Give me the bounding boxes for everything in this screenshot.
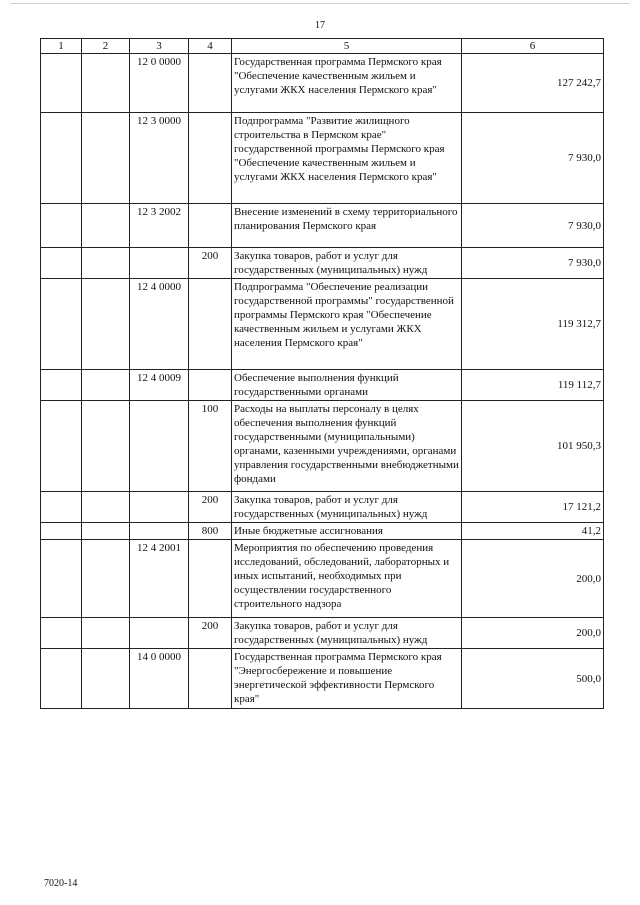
cell-section — [41, 492, 82, 523]
cell-expense-type — [189, 54, 232, 113]
cell-subsection — [82, 492, 130, 523]
cell-amount: 41,2 — [462, 523, 604, 540]
cell-expense-type: 100 — [189, 401, 232, 492]
cell-section — [41, 113, 82, 204]
cell-amount: 7 930,0 — [462, 113, 604, 204]
cell-amount: 7 930,0 — [462, 248, 604, 279]
table-row — [41, 540, 604, 618]
cell-description: Государственная программа Пермского края "Обеспечение качественным жильем и услугами ЖКХ населения Пермского края" — [232, 54, 462, 113]
cell-section — [41, 649, 82, 709]
table-row — [41, 618, 604, 649]
cell-section — [41, 540, 82, 618]
cell-target-code — [130, 618, 189, 649]
table-row — [41, 649, 604, 709]
cell-subsection — [82, 204, 130, 248]
cell-amount: 200,0 — [462, 540, 604, 618]
cell-section — [41, 523, 82, 540]
cell-target-code: 14 0 0000 — [130, 649, 189, 709]
table-row — [41, 492, 604, 523]
column-header-4: 4 — [189, 39, 232, 54]
cell-expense-type — [189, 649, 232, 709]
cell-expense-type — [189, 204, 232, 248]
cell-amount: 119 112,7 — [462, 370, 604, 401]
cell-amount: 127 242,7 — [462, 54, 604, 113]
cell-section — [41, 618, 82, 649]
table-row — [41, 54, 604, 113]
cell-target-code: 12 3 0000 — [130, 113, 189, 204]
scan-edge-line — [10, 3, 630, 4]
cell-target-code: 12 0 0000 — [130, 54, 189, 113]
column-header-1: 1 — [41, 39, 82, 54]
cell-section — [41, 401, 82, 492]
budget-table — [40, 38, 604, 709]
cell-section — [41, 54, 82, 113]
table-row — [41, 113, 604, 204]
cell-target-code — [130, 248, 189, 279]
table-row — [41, 401, 604, 492]
cell-target-code: 12 4 0009 — [130, 370, 189, 401]
cell-description: Мероприятия по обеспечению проведения исследований, обследований, лабораторных и иных испытаний, необходимых при осуществлении государственного строительного надзора — [232, 540, 462, 618]
cell-description: Закупка товаров, работ и услуг для государственных (муниципальных) нужд — [232, 618, 462, 649]
cell-target-code: 12 4 0000 — [130, 279, 189, 370]
cell-subsection — [82, 248, 130, 279]
table-row — [41, 523, 604, 540]
cell-subsection — [82, 54, 130, 113]
cell-amount: 7 930,0 — [462, 204, 604, 248]
cell-target-code: 12 4 2001 — [130, 540, 189, 618]
cell-description: Закупка товаров, работ и услуг для государственных (муниципальных) нужд — [232, 248, 462, 279]
cell-expense-type: 200 — [189, 492, 232, 523]
table-row — [41, 279, 604, 370]
cell-expense-type: 200 — [189, 618, 232, 649]
cell-section — [41, 204, 82, 248]
cell-target-code — [130, 492, 189, 523]
cell-expense-type — [189, 370, 232, 401]
cell-description: Государственная программа Пермского края "Энергосбережение и повышение энергетической эффективности Пермского края" — [232, 649, 462, 709]
cell-expense-type — [189, 279, 232, 370]
column-header-6: 6 — [462, 39, 604, 54]
cell-amount: 500,0 — [462, 649, 604, 709]
cell-expense-type: 200 — [189, 248, 232, 279]
cell-target-code — [130, 401, 189, 492]
cell-description: Обеспечение выполнения функций государственными органами — [232, 370, 462, 401]
cell-description: Расходы на выплаты персоналу в целях обеспечения выполнения функций государственными (муниципальными) органами, казенными учреждениями, органами управления государственными внебюджетными фондами — [232, 401, 462, 492]
cell-amount: 200,0 — [462, 618, 604, 649]
cell-amount: 101 950,3 — [462, 401, 604, 492]
table-row — [41, 248, 604, 279]
column-header-5: 5 — [232, 39, 462, 54]
column-header-3: 3 — [130, 39, 189, 54]
column-header-2: 2 — [82, 39, 130, 54]
cell-description: Закупка товаров, работ и услуг для государственных (муниципальных) нужд — [232, 492, 462, 523]
table-row — [41, 204, 604, 248]
table-header-row — [41, 39, 604, 54]
cell-subsection — [82, 279, 130, 370]
cell-expense-type: 800 — [189, 523, 232, 540]
cell-expense-type — [189, 113, 232, 204]
cell-amount: 17 121,2 — [462, 492, 604, 523]
cell-subsection — [82, 523, 130, 540]
cell-subsection — [82, 370, 130, 401]
cell-section — [41, 370, 82, 401]
page-number: 17 — [315, 20, 325, 31]
cell-subsection — [82, 540, 130, 618]
cell-target-code — [130, 523, 189, 540]
cell-description: Внесение изменений в схему территориального планирования Пермского края — [232, 204, 462, 248]
cell-description: Подпрограмма "Обеспечение реализации государственной программы" государственной программы Пермского края "Обеспечение качественным жильем и услугами ЖКХ населения Пермского края" — [232, 279, 462, 370]
cell-subsection — [82, 401, 130, 492]
document-code: 7020-14 — [44, 878, 78, 889]
cell-section — [41, 248, 82, 279]
cell-subsection — [82, 113, 130, 204]
cell-subsection — [82, 649, 130, 709]
cell-expense-type — [189, 540, 232, 618]
table-row — [41, 370, 604, 401]
cell-description: Иные бюджетные ассигнования — [232, 523, 462, 540]
cell-amount: 119 312,7 — [462, 279, 604, 370]
cell-target-code: 12 3 2002 — [130, 204, 189, 248]
cell-section — [41, 279, 82, 370]
cell-description: Подпрограмма "Развитие жилищного строительства в Пермском крае" государственной программы Пермского края "Обеспечение качественным жильем и услугами ЖКХ населения Пермского края" — [232, 113, 462, 204]
cell-subsection — [82, 618, 130, 649]
